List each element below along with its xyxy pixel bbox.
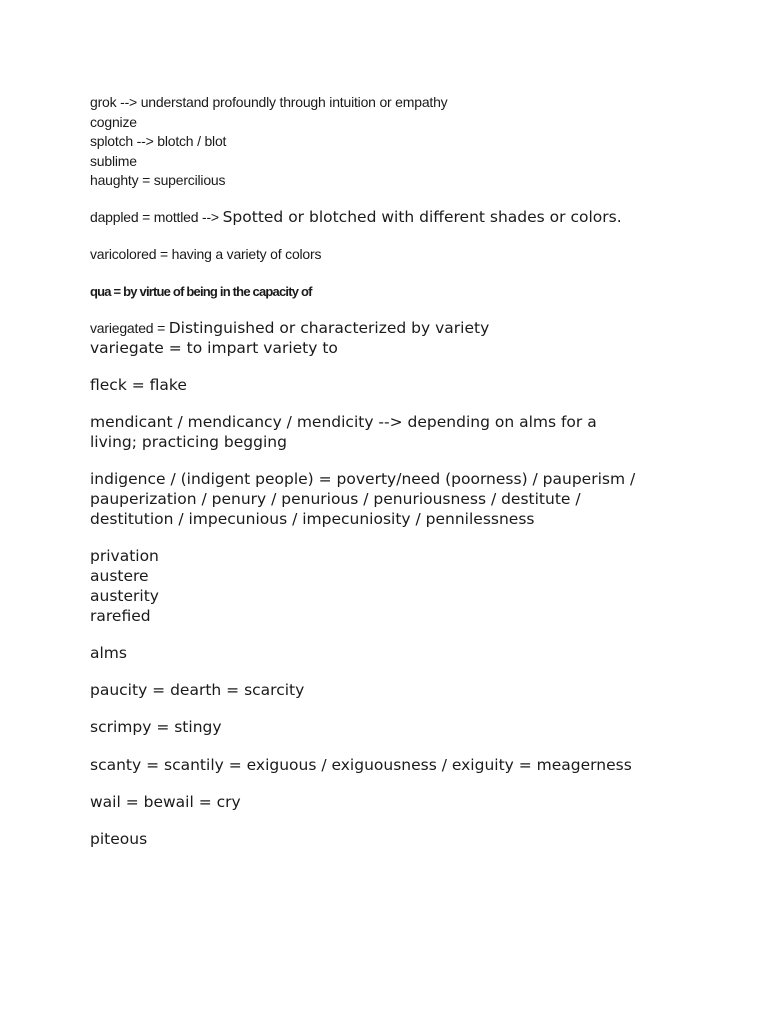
block-scanty bbox=[90, 756, 690, 776]
entry-alms: alms bbox=[90, 643, 127, 662]
block-varicolored bbox=[90, 245, 690, 265]
entry-scanty: scanty = scantily = exiguous / exiguousness / exiguity = meagerness bbox=[90, 755, 632, 774]
entry-sublime: sublime bbox=[90, 152, 137, 169]
entry-mendicant-line-2: living; practicing begging bbox=[90, 432, 287, 451]
entry-rarefied: rarefied bbox=[90, 606, 151, 625]
entry-indigence-line-3: destitution / impecunious / impecuniosity / pennilessness bbox=[90, 509, 535, 528]
spacer bbox=[90, 453, 690, 471]
spacer bbox=[90, 738, 690, 756]
spacer bbox=[90, 626, 690, 644]
spacer bbox=[90, 530, 690, 548]
block-alms bbox=[90, 644, 690, 664]
dappled-definition: Spotted or blotched with different shades or colors. bbox=[222, 208, 622, 226]
entry-dappled bbox=[90, 208, 690, 228]
block-grok bbox=[90, 93, 690, 191]
vocabulary-notes bbox=[90, 93, 690, 850]
entry-wail: wail = bewail = cry bbox=[90, 793, 241, 812]
variegated-definition: Distinguished or characterized by variety bbox=[168, 318, 490, 337]
block-paucity bbox=[90, 681, 690, 701]
spacer bbox=[90, 265, 690, 283]
block-mendicant bbox=[90, 413, 690, 453]
dappled-term: dappled = mottled --> bbox=[90, 209, 223, 225]
block-wail bbox=[90, 793, 690, 813]
spacer bbox=[90, 228, 690, 246]
spacer bbox=[90, 301, 690, 319]
entry-fleck: fleck = flake bbox=[90, 375, 187, 394]
entry-haughty: haughty = supercilious bbox=[90, 172, 226, 188]
entry-paucity: paucity = dearth = scarcity bbox=[90, 681, 305, 700]
entry-austere: austere bbox=[90, 566, 149, 585]
entry-qua: qua = by virtue of being in the capacity of bbox=[90, 284, 312, 300]
entry-varicolored: varicolored = having a variety of colors bbox=[90, 246, 322, 263]
spacer bbox=[90, 776, 690, 794]
spacer bbox=[90, 664, 690, 682]
spacer bbox=[90, 813, 690, 831]
entry-variegated bbox=[90, 319, 690, 339]
entry-splotch: splotch --> blotch / blot bbox=[90, 133, 227, 149]
entry-privation: privation bbox=[90, 547, 159, 566]
variegated-term: variegated = bbox=[90, 319, 169, 336]
entry-scrimpy: scrimpy = stingy bbox=[90, 718, 222, 737]
spacer bbox=[90, 358, 690, 376]
entry-variegate: variegate = to impart variety to bbox=[90, 338, 338, 357]
block-scrimpy bbox=[90, 718, 690, 738]
entry-indigence-line-1: indigence / (indigent people) = poverty/need (poorness) / pauperism / bbox=[90, 470, 636, 489]
entry-mendicant-line-1: mendicant / mendicancy / mendicity --> depending on alms for a bbox=[90, 413, 597, 432]
spacer bbox=[90, 191, 690, 209]
block-privation bbox=[90, 547, 690, 626]
block-variegated bbox=[90, 319, 690, 359]
entry-austerity: austerity bbox=[90, 586, 159, 605]
block-indigence bbox=[90, 470, 690, 529]
entry-cognize: cognize bbox=[90, 113, 137, 130]
block-dappled bbox=[90, 208, 690, 228]
entry-indigence-line-2: pauperization / penury / penurious / penuriousness / destitute / bbox=[90, 490, 581, 509]
block-qua bbox=[90, 282, 690, 301]
block-fleck bbox=[90, 376, 690, 396]
spacer bbox=[90, 701, 690, 719]
entry-grok: grok --> understand profoundly through intuition or empathy bbox=[90, 94, 448, 110]
spacer bbox=[90, 396, 690, 414]
entry-piteous: piteous bbox=[90, 830, 148, 849]
block-piteous bbox=[90, 830, 690, 850]
